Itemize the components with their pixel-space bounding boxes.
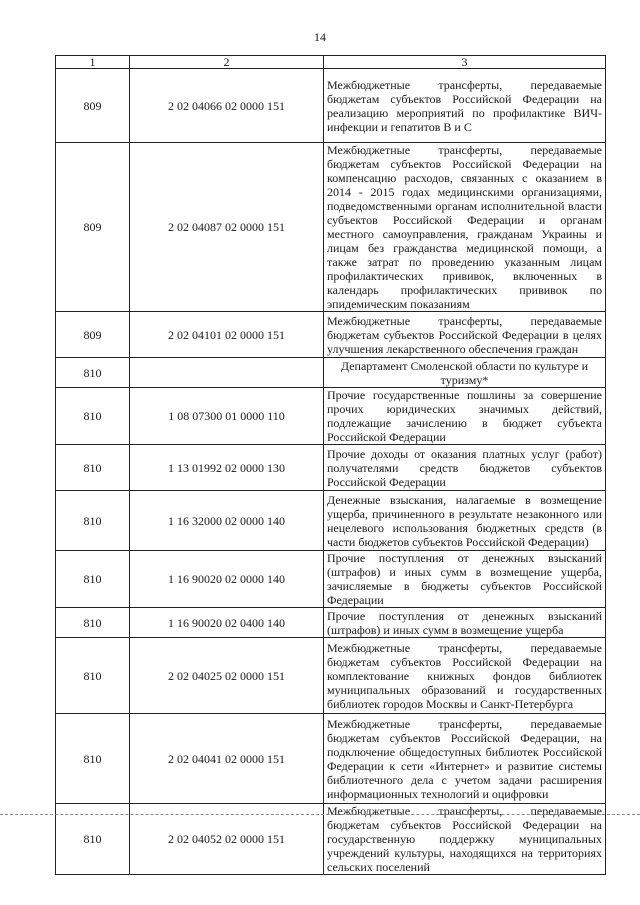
table-header [56,56,606,69]
admin-code-cell: 810 [56,638,130,714]
admin-code-cell: 810 [56,445,130,491]
description-cell: Межбюджетные трансферты, передаваемые бюджетам субъектов Российской Федерации на компенсацию расходов, связанных с оказанием в 2014 - 2015 годах медицинскими организациями, подведомственными органам исполнительной власти субъектов Российской Федерации и органам местного самоуправления, гражданам Украины и лицам без гражданства медицинской помощи, а также затрат по проведению указанным лицам профилактических прививок, включенных в календарь профилактических прививок по эпидемическим показаниям [324,143,606,312]
income-code-cell: 1 13 01992 02 0000 130 [130,445,324,491]
table-row [56,638,606,714]
income-code-cell: 1 16 90020 02 0400 140 [130,608,324,638]
header-col-3: 3 [324,56,606,69]
description-cell: Межбюджетные трансферты, передаваемые бюджетам субъектов Российской Федерации на комплектование книжных фондов библиотек муниципальных образований и государственных библиотек городов Москвы и Санкт-Петербурга [324,638,606,714]
description-cell: Прочие поступления от денежных взысканий (штрафов) и иных сумм в возмещение ущерба, зачисляемые в бюджеты субъектов Российской Федерации [324,551,606,608]
description-cell: Межбюджетные трансферты, передаваемые бюджетам субъектов Российской Федерации в целях улучшения лекарственного обеспечения граждан [324,312,606,358]
description-cell: Денежные взыскания, налагаемые в возмещение ущерба, причиненного в результате незаконного или нецелевого использования бюджетных средств (в части бюджетов субъектов Российской Федерации) [324,491,606,551]
admin-code-cell: 810 [56,491,130,551]
department-title: Департамент Смоленской области по культуре и туризму* [324,358,606,388]
table-row [56,714,606,804]
table-row [56,551,606,608]
income-code-cell: 2 02 04066 02 0000 151 [130,69,324,143]
department-row [56,358,606,388]
income-code-cell: 1 16 32000 02 0000 140 [130,491,324,551]
table-row [56,608,606,638]
admin-code-cell: 810 [56,804,130,875]
table-row [56,491,606,551]
budget-table [55,55,606,875]
income-code-cell [130,358,324,388]
description-cell: Межбюджетные трансферты, передаваемые бюджетам субъектов Российской Федерации на государственную поддержку муниципальных учреждений культуры, находящихся на территориях сельских поселений [324,804,606,875]
admin-code-cell: 810 [56,608,130,638]
table-row [56,143,606,312]
description-cell: Межбюджетные трансферты, передаваемые бюджетам субъектов Российской Федерации на реализацию мероприятий по профилактике ВИЧ-инфекции и гепатитов В и С [324,69,606,143]
page-number: 14 [314,30,326,44]
admin-code-cell: 809 [56,312,130,358]
table-row [56,445,606,491]
table-row [56,69,606,143]
header-col-2: 2 [130,56,324,69]
description-cell: Прочие поступления от денежных взысканий (штрафов) и иных сумм в возмещение ущерба [324,608,606,638]
admin-code-cell: 809 [56,69,130,143]
income-code-cell: 2 02 04025 02 0000 151 [130,638,324,714]
table-row [56,388,606,445]
income-code-cell: 1 16 90020 02 0000 140 [130,551,324,608]
header-col-1: 1 [56,56,130,69]
income-code-cell: 2 02 04041 02 0000 151 [130,714,324,804]
admin-code-cell: 810 [56,388,130,445]
income-code-cell: 2 02 04087 02 0000 151 [130,143,324,312]
admin-code-cell: 810 [56,358,130,388]
income-code-cell: 2 02 04101 02 0000 151 [130,312,324,358]
income-code-cell: 2 02 04052 02 0000 151 [130,804,324,875]
admin-code-cell: 810 [56,551,130,608]
table-row [56,312,606,358]
admin-code-cell: 809 [56,143,130,312]
admin-code-cell: 810 [56,714,130,804]
income-code-cell: 1 08 07300 01 0000 110 [130,388,324,445]
description-cell: Прочие государственные пошлины за совершение прочих юридических значимых действий, подлежащие зачислению в бюджет субъекта Российской Федерации [324,388,606,445]
description-cell: Межбюджетные трансферты, передаваемые бюджетам субъектов Российской Федерации, на подключение общедоступных библиотек Российской Федерации к сети «Интернет» и развитие системы библиотечного дела с учетом задачи расширения информационных технологий и оцифровки [324,714,606,804]
scan-fold-line [0,814,640,815]
description-cell: Прочие доходы от оказания платных услуг (работ) получателями средств бюджетов субъектов Российской Федерации [324,445,606,491]
